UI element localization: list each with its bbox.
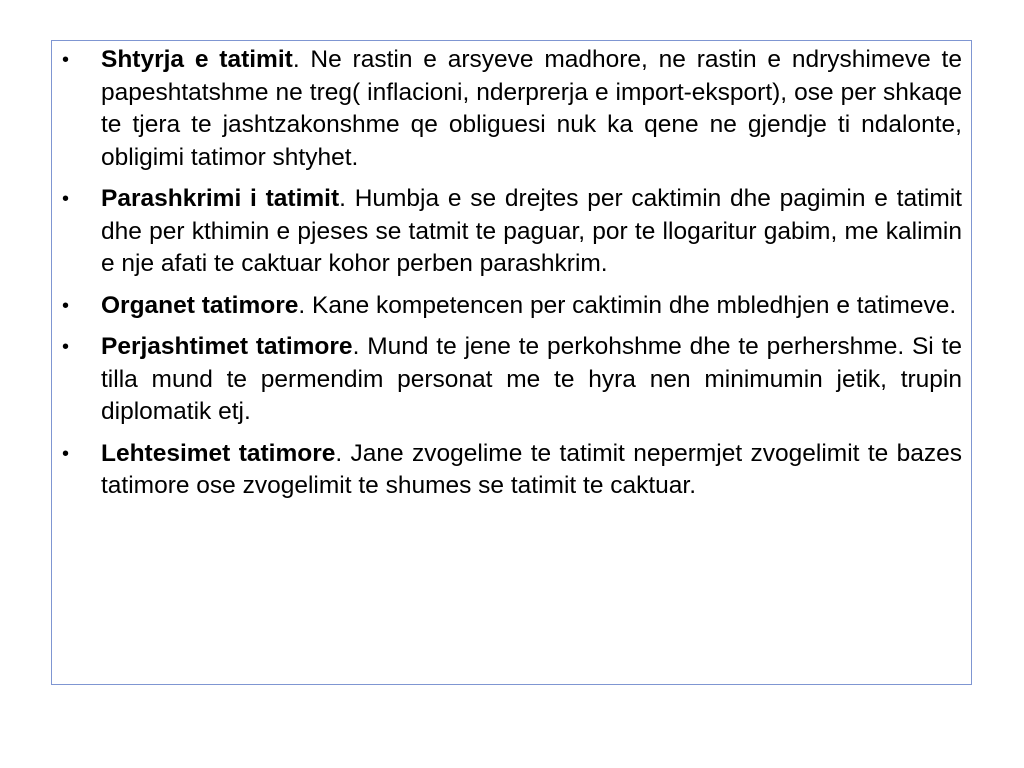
- bullet-term: Parashkrimi i tatimit: [101, 185, 340, 212]
- bullet-icon: •: [62, 49, 70, 71]
- bullet-term: Shtyrja e tatimit: [101, 46, 293, 73]
- bullet-text: . Mund te jene te perkohshme dhe te perhershme. Si te tilla mund te permendim personat me te hyra nen minimumin jetik, trupin diplomatik etj.: [101, 333, 963, 425]
- bullet-term: Perjashtimet tatimore: [101, 333, 353, 360]
- bullet-term: Lehtesimet tatimore: [101, 439, 336, 467]
- list-item: [52, 183, 971, 281]
- list-item: [52, 290, 971, 323]
- bullet-list: [52, 44, 971, 512]
- bullet-text: . Jane zvogelime te tatimit nepermjet zvogelimit te bazes tatimore ose zvogelimit te shumes se tatimit te caktuar.: [101, 439, 962, 499]
- bullet-icon: •: [62, 336, 70, 358]
- bullet-icon: •: [62, 442, 70, 465]
- list-item: [52, 438, 971, 503]
- bullet-text: . Humbja e se drejtes per caktimin dhe pagimin e tatimit dhe per kthimin e pjeses se tatmit te paguar, por te llogaritur gabim, me kalimin e nje afati te caktuar kohor perben parashkrim.: [101, 185, 962, 277]
- bullet-text: . Kane kompetencen per caktimin dhe mbledhjen e tatimeve.: [298, 291, 957, 319]
- bullet-text: . Ne rastin e arsyeve madhore, ne rastin e ndryshimeve te papeshtatshme ne treg( inflacioni, nderprerja e import-eksport), ose per shkaqe te tjera te jashtzakonshme qe obliguesi nuk ka qene ne gjendje ti ndalonte, obligimi tatimor shtyhet.: [101, 46, 962, 171]
- list-item: [52, 331, 971, 429]
- bullet-icon: •: [62, 294, 70, 317]
- content-box: [51, 40, 972, 685]
- list-item: [52, 44, 971, 174]
- bullet-icon: •: [62, 188, 70, 210]
- bullet-term: Organet tatimore: [101, 291, 299, 319]
